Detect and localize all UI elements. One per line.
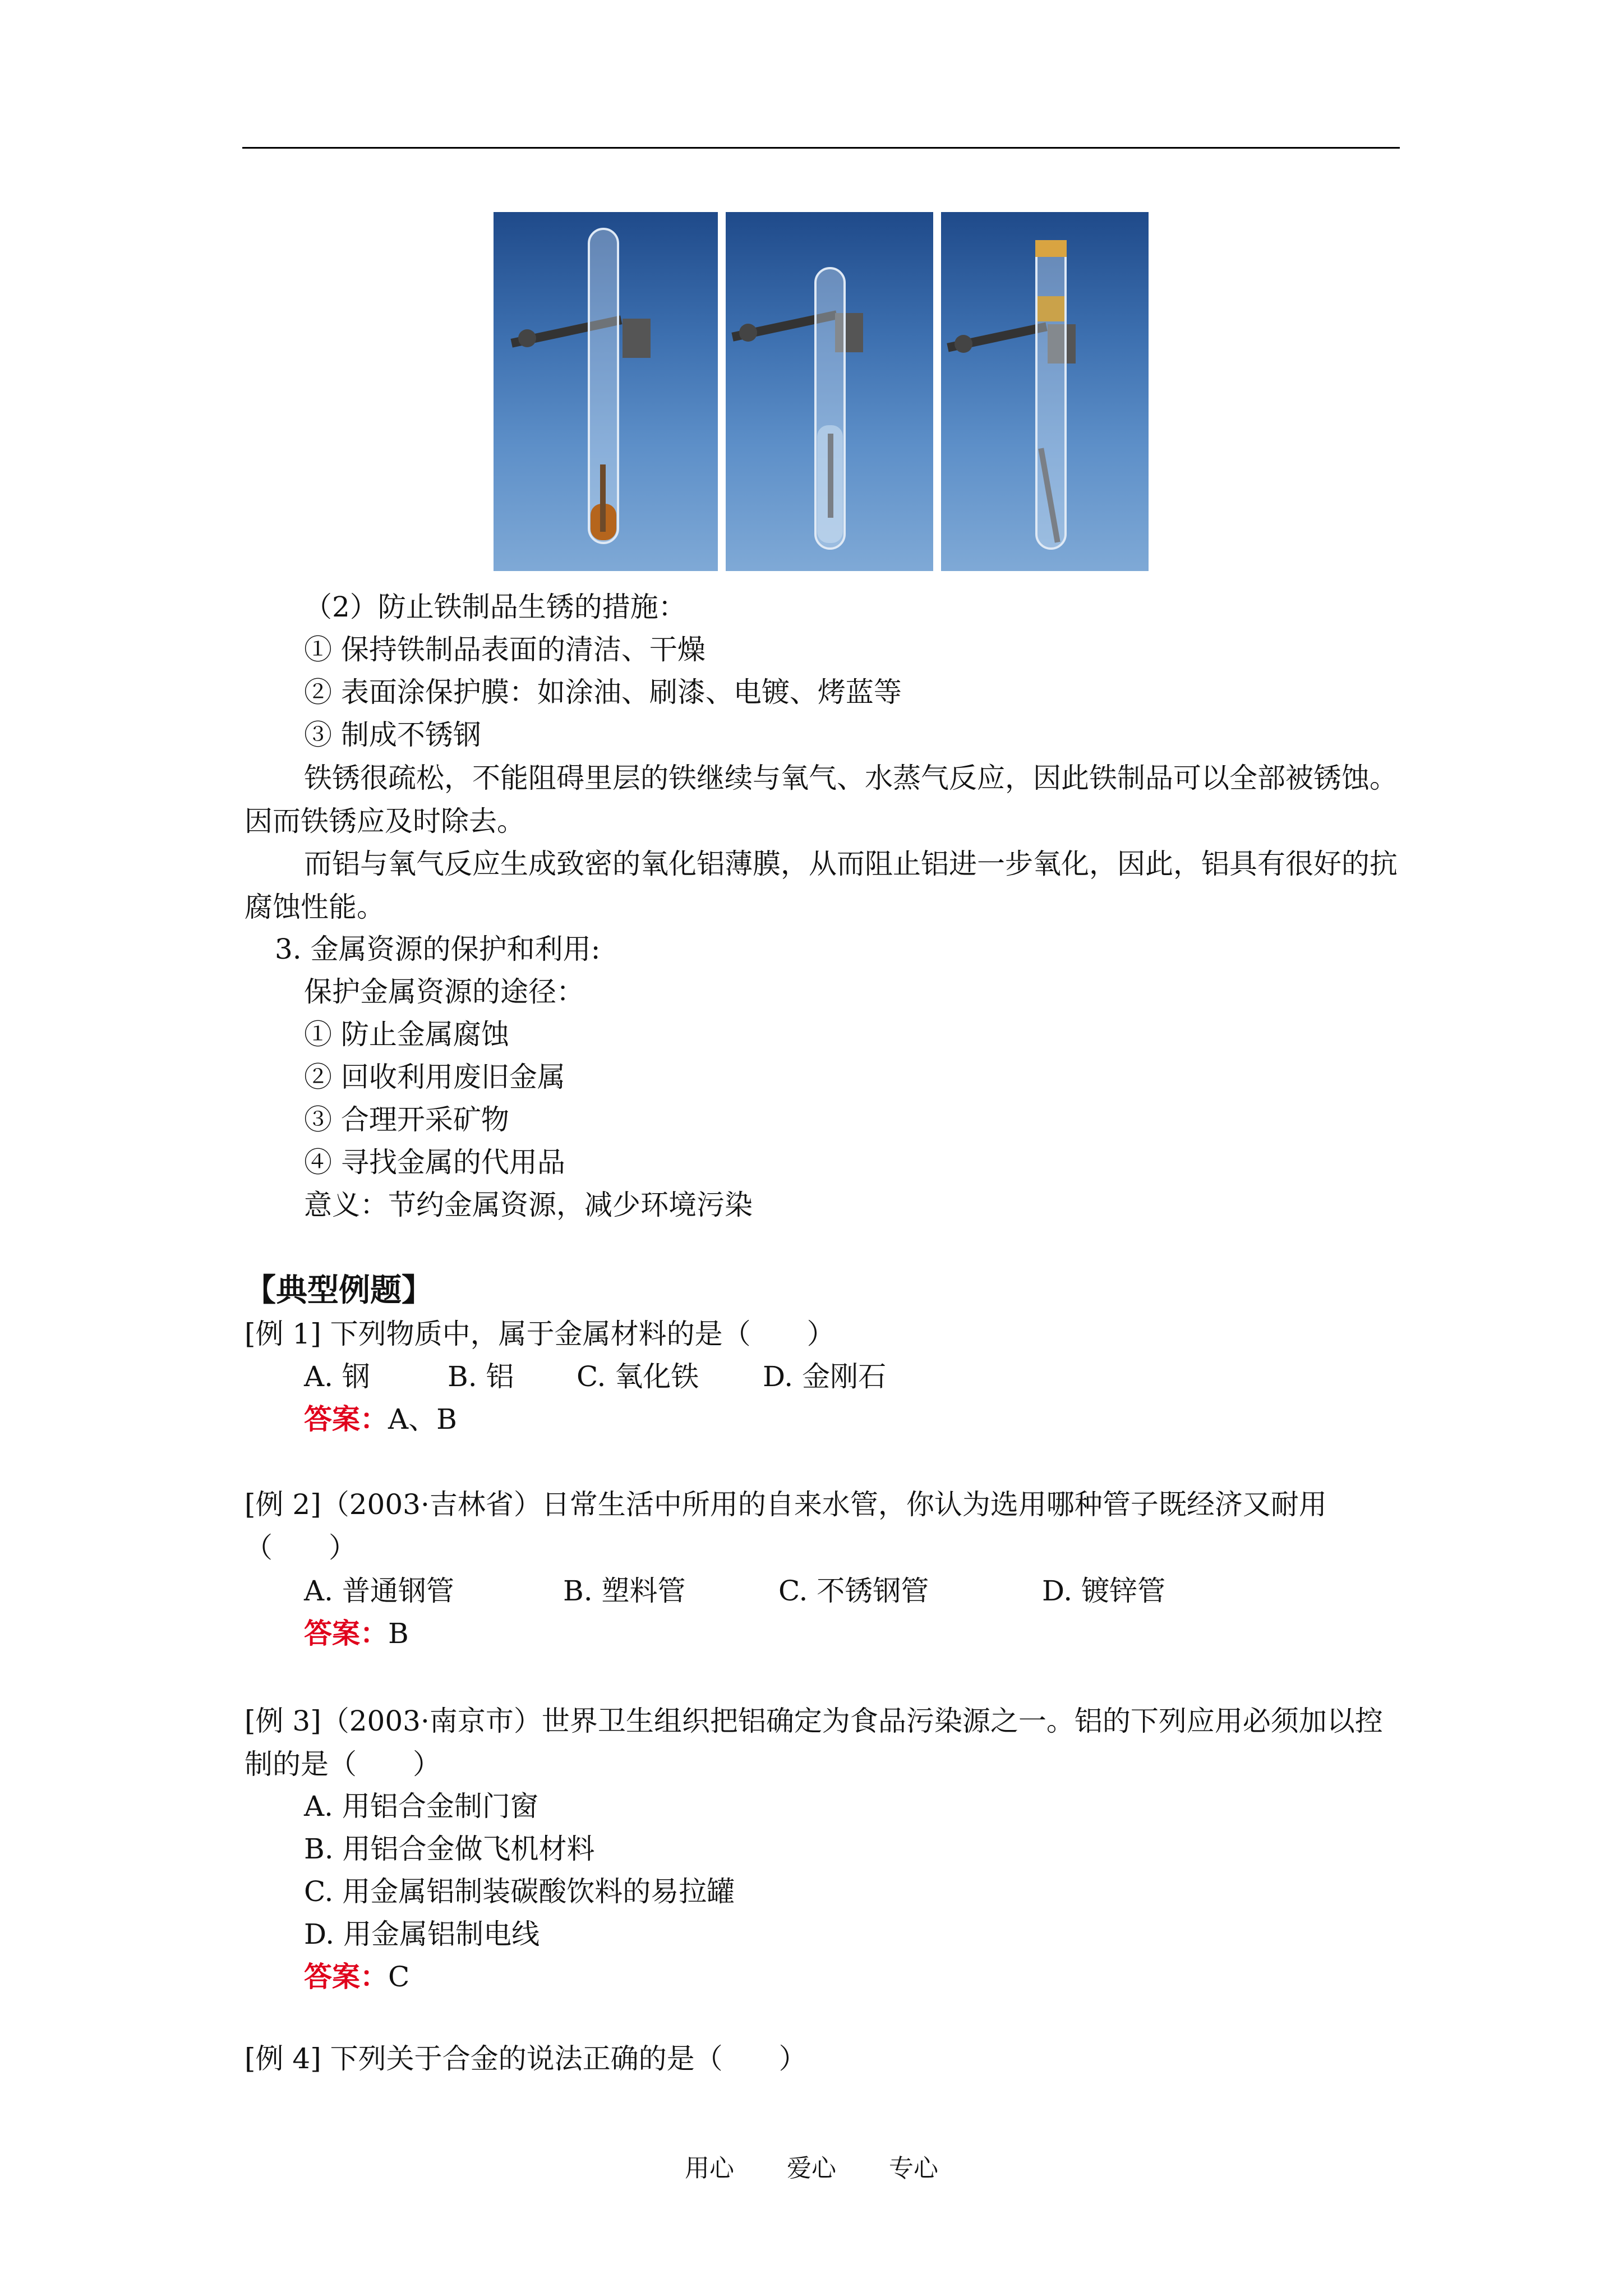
ex2-option-c: C. 不锈钢管 xyxy=(778,1575,929,1607)
header-rule xyxy=(242,147,1400,149)
section3-title: 3. 金属资源的保护和利用: xyxy=(275,933,601,965)
ex1-option-a: A. 钢 xyxy=(304,1360,370,1393)
section2-item-1: ① 保持铁制品表面的清洁、干燥 xyxy=(304,633,706,666)
ex1-options xyxy=(304,1360,1089,1393)
photo-tube-2 xyxy=(726,212,933,571)
photo-tube-1 xyxy=(494,212,718,571)
ex1-option-b: B. 铝 xyxy=(448,1360,514,1393)
ex3-option-b: B. 用铝合金做飞机材料 xyxy=(304,1833,595,1865)
ex3-question: [例 3]（2003·南京市）世界卫生组织把铝确定为食品污染源之一。铝的下列应用必须加以控制的是（ ） xyxy=(245,1705,1383,1780)
section3-meaning: 意义：节约金属资源，减少环境污染 xyxy=(304,1189,753,1221)
footer-word-1: 用心 xyxy=(685,2154,734,2183)
section2-item-2: ② 表面涂保护膜：如涂油、刷漆、电镀、烤蓝等 xyxy=(304,676,902,708)
section2-para-1: 铁锈很疏松，不能阻碍里层的铁继续与氧气、水蒸气反应，因此铁制品可以全部被锈蚀。因而铁锈应及时除去。 xyxy=(245,762,1398,838)
ex1-answer-label: 答案： xyxy=(304,1402,388,1435)
section3-subtitle: 保护金属资源的途径： xyxy=(304,976,584,1008)
footer-word-3: 专心 xyxy=(889,2154,938,2183)
examples-heading: 【典型例题】 xyxy=(245,1272,433,1309)
ex3-answer-value: C xyxy=(388,1961,410,1993)
ex2-answer-value: B xyxy=(388,1617,409,1650)
ex1-option-d: D. 金刚石 xyxy=(763,1360,887,1393)
ex3-answer-label: 答案： xyxy=(304,1960,388,1993)
ex3-option-d: D. 用金属铝制电线 xyxy=(304,1918,540,1950)
ex1-answer-value: A、B xyxy=(388,1403,457,1435)
ex2-question: [例 2]（2003·吉林省）日常生活中所用的自来水管，你认为选用哪种管子既经济又耐用（ ） xyxy=(245,1488,1327,1564)
section3-item-3: ③ 合理开采矿物 xyxy=(304,1103,509,1136)
section3-item-2: ② 回收利用废旧金属 xyxy=(304,1061,565,1093)
ex3-option-c: C. 用金属铝制装碳酸饮料的易拉罐 xyxy=(304,1875,735,1908)
ex1-answer xyxy=(304,1402,457,1436)
ex1-option-c: C. 氧化铁 xyxy=(577,1360,699,1393)
section2-item-3: ③ 制成不锈钢 xyxy=(304,719,481,751)
ex2-option-b: B. 塑料管 xyxy=(563,1575,686,1607)
footer-word-2: 爱心 xyxy=(787,2154,836,2183)
page-footer xyxy=(0,2153,1623,2184)
test-tube-figure xyxy=(494,212,1149,571)
section3-item-1: ① 防止金属腐蚀 xyxy=(304,1018,509,1051)
section3-item-4: ④ 寻找金属的代用品 xyxy=(304,1146,565,1179)
ex4-question: [例 4] 下列关于合金的说法正确的是（ ） xyxy=(245,2042,807,2075)
ex2-option-a: A. 普通钢管 xyxy=(304,1575,454,1607)
ex1-question: [例 1] 下列物质中，属于金属材料的是（ ） xyxy=(245,1318,835,1350)
ex3-option-a: A. 用铝合金制门窗 xyxy=(304,1790,538,1823)
ex2-answer-label: 答案： xyxy=(304,1617,388,1650)
ex2-answer xyxy=(304,1617,409,1650)
photo-tube-3 xyxy=(941,212,1149,571)
ex2-option-d: D. 镀锌管 xyxy=(1042,1575,1166,1607)
section2-para-2: 而铝与氧气反应生成致密的氧化铝薄膜，从而阻止铝进一步氧化，因此，铝具有很好的抗腐蚀性能。 xyxy=(245,848,1398,923)
ex3-answer xyxy=(304,1960,409,1994)
ex2-options xyxy=(304,1574,1257,1608)
section2-title: （2）防止铁制品生锈的措施： xyxy=(304,591,686,623)
